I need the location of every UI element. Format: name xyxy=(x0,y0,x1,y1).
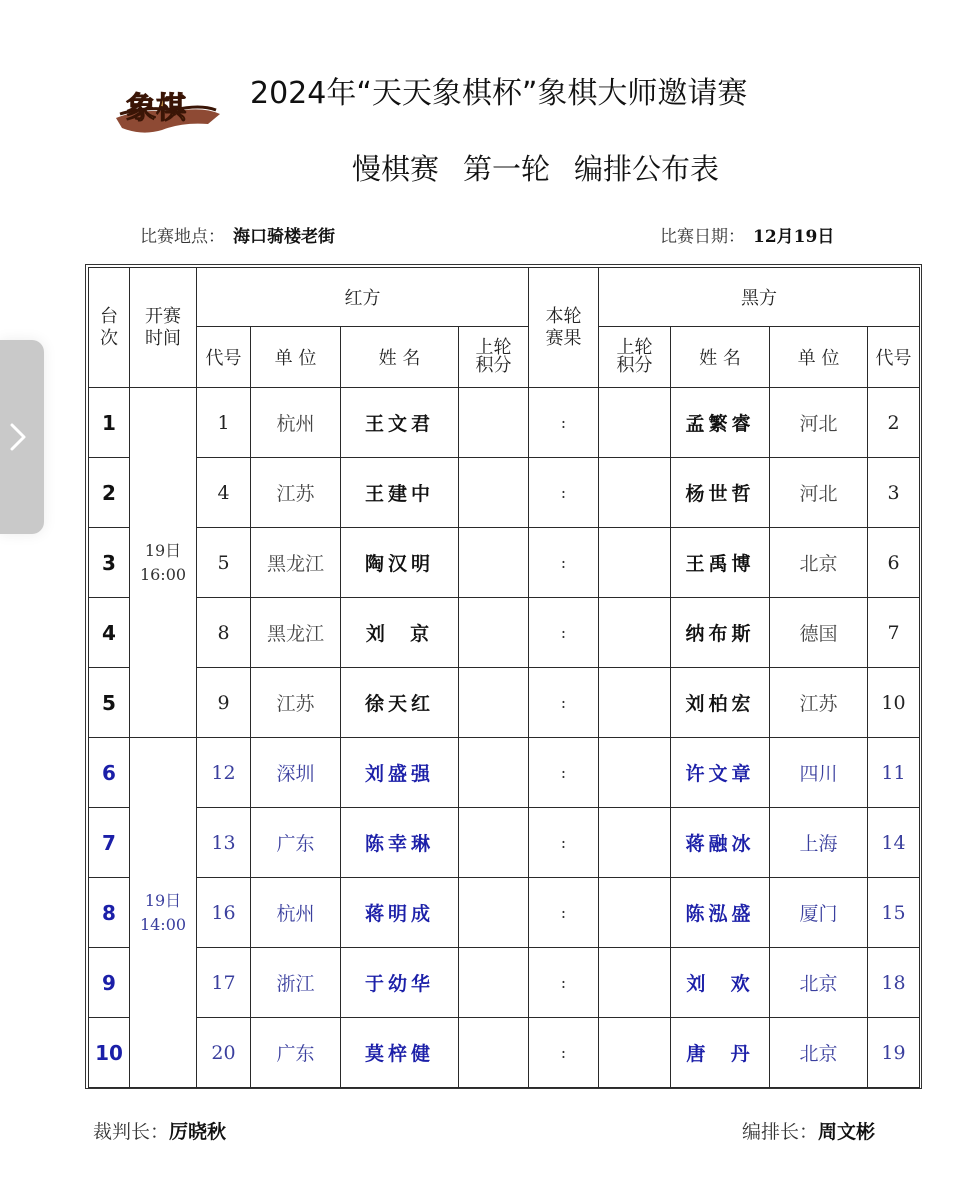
red-prev-score xyxy=(459,458,529,528)
header-black-prev-score: 上轮积分 xyxy=(599,327,671,388)
black-name: 刘 欢 xyxy=(671,948,770,1018)
black-prev-score xyxy=(599,738,671,808)
round-result: : xyxy=(529,458,599,528)
header-red-code: 代号 xyxy=(197,327,251,388)
red-prev-score xyxy=(459,948,529,1018)
page-subtitle xyxy=(352,148,832,190)
pairing-table xyxy=(88,267,920,1088)
subtitle-round: 第一轮 xyxy=(463,152,551,186)
black-name: 纳布斯 xyxy=(671,598,770,668)
logo-icon xyxy=(112,78,224,140)
black-unit: 江苏 xyxy=(770,668,868,738)
red-unit: 江苏 xyxy=(251,458,341,528)
black-prev-score xyxy=(599,528,671,598)
date-info xyxy=(660,224,834,250)
header-round-result: 本轮赛果 xyxy=(529,268,599,388)
black-code: 18 xyxy=(868,948,920,1018)
red-prev-score xyxy=(459,668,529,738)
board-number: 4 xyxy=(89,598,130,668)
black-code: 3 xyxy=(868,458,920,528)
header-board: 台次 xyxy=(89,268,130,388)
round-result: : xyxy=(529,738,599,808)
board-number: 3 xyxy=(89,528,130,598)
black-name: 陈泓盛 xyxy=(671,878,770,948)
table-row xyxy=(89,388,920,458)
red-name: 王文君 xyxy=(341,388,459,458)
red-prev-score xyxy=(459,388,529,458)
session-day: 19日 xyxy=(144,890,182,910)
red-name: 徐天红 xyxy=(341,668,459,738)
red-unit: 杭州 xyxy=(251,878,341,948)
round-result: : xyxy=(529,528,599,598)
date-label: 比赛日期： xyxy=(660,227,745,247)
red-code: 13 xyxy=(197,808,251,878)
header-red-name: 姓 名 xyxy=(341,327,459,388)
table-row xyxy=(89,598,920,668)
black-unit: 四川 xyxy=(770,738,868,808)
svg-text:象棋: 象棋 xyxy=(126,91,186,126)
table-row xyxy=(89,668,920,738)
venue-label: 比赛地点： xyxy=(140,227,225,247)
black-unit: 北京 xyxy=(770,528,868,598)
red-code: 17 xyxy=(197,948,251,1018)
red-prev-score xyxy=(459,1018,529,1088)
subtitle-doc-type: 编排公布表 xyxy=(574,152,720,186)
board-number: 1 xyxy=(89,388,130,458)
red-name: 陶汉明 xyxy=(341,528,459,598)
header-black-side: 黑方 xyxy=(599,268,920,327)
black-unit: 河北 xyxy=(770,388,868,458)
header-red-prev-score: 上轮积分 xyxy=(459,327,529,388)
table-row xyxy=(89,808,920,878)
table-row xyxy=(89,528,920,598)
red-name: 刘盛强 xyxy=(341,738,459,808)
header-start-time: 开赛时间 xyxy=(130,268,197,388)
black-unit: 北京 xyxy=(770,1018,868,1088)
board-number: 8 xyxy=(89,878,130,948)
venue-info xyxy=(140,224,335,250)
red-name: 陈幸琳 xyxy=(341,808,459,878)
black-name: 孟繁睿 xyxy=(671,388,770,458)
red-code: 5 xyxy=(197,528,251,598)
black-unit: 河北 xyxy=(770,458,868,528)
chief-referee-name: 厉晓秋 xyxy=(169,1121,227,1143)
red-unit: 广东 xyxy=(251,808,341,878)
round-result: : xyxy=(529,808,599,878)
black-unit: 上海 xyxy=(770,808,868,878)
red-code: 20 xyxy=(197,1018,251,1088)
black-name: 刘柏宏 xyxy=(671,668,770,738)
header-black-unit: 单 位 xyxy=(770,327,868,388)
table-row xyxy=(89,738,920,808)
table-row xyxy=(89,458,920,528)
session-time: 16:00 xyxy=(139,564,187,584)
red-code: 12 xyxy=(197,738,251,808)
black-code: 7 xyxy=(868,598,920,668)
red-unit: 深圳 xyxy=(251,738,341,808)
red-prev-score xyxy=(459,738,529,808)
red-unit: 浙江 xyxy=(251,948,341,1018)
black-name: 蒋融冰 xyxy=(671,808,770,878)
table-row xyxy=(89,878,920,948)
board-number: 2 xyxy=(89,458,130,528)
table-row xyxy=(89,948,920,1018)
side-expand-tab[interactable] xyxy=(0,340,44,534)
red-unit: 江苏 xyxy=(251,668,341,738)
black-prev-score xyxy=(599,1018,671,1088)
round-result: : xyxy=(529,668,599,738)
red-code: 9 xyxy=(197,668,251,738)
header-red-unit: 单 位 xyxy=(251,327,341,388)
board-number: 10 xyxy=(89,1018,130,1088)
chief-arbiter-label: 编排长： xyxy=(742,1121,819,1143)
black-code: 2 xyxy=(868,388,920,458)
red-prev-score xyxy=(459,528,529,598)
black-name: 唐 丹 xyxy=(671,1018,770,1088)
black-unit: 厦门 xyxy=(770,878,868,948)
red-unit: 黑龙江 xyxy=(251,528,341,598)
black-code: 6 xyxy=(868,528,920,598)
chief-arbiter xyxy=(742,1118,875,1146)
red-prev-score xyxy=(459,598,529,668)
chevron-right-icon xyxy=(8,422,30,452)
chief-referee xyxy=(93,1118,226,1146)
board-number: 5 xyxy=(89,668,130,738)
black-prev-score xyxy=(599,878,671,948)
red-code: 8 xyxy=(197,598,251,668)
red-name: 刘 京 xyxy=(341,598,459,668)
red-name: 蒋明成 xyxy=(341,878,459,948)
black-prev-score xyxy=(599,948,671,1018)
session-start-time xyxy=(130,388,197,738)
header-black-code: 代号 xyxy=(868,327,920,388)
board-number: 7 xyxy=(89,808,130,878)
red-name: 莫梓健 xyxy=(341,1018,459,1088)
red-unit: 广东 xyxy=(251,1018,341,1088)
black-name: 许文章 xyxy=(671,738,770,808)
venue-value: 海口骑楼老街 xyxy=(233,227,335,247)
black-code: 15 xyxy=(868,878,920,948)
red-code: 16 xyxy=(197,878,251,948)
black-code: 11 xyxy=(868,738,920,808)
black-prev-score xyxy=(599,668,671,738)
red-name: 于幼华 xyxy=(341,948,459,1018)
header-red-side: 红方 xyxy=(197,268,529,327)
black-code: 19 xyxy=(868,1018,920,1088)
date-value: 12月19日 xyxy=(753,227,835,247)
black-name: 王禹博 xyxy=(671,528,770,598)
black-prev-score xyxy=(599,458,671,528)
board-number: 9 xyxy=(89,948,130,1018)
table-row xyxy=(89,1018,920,1088)
black-prev-score xyxy=(599,598,671,668)
round-result: : xyxy=(529,388,599,458)
black-name: 杨世哲 xyxy=(671,458,770,528)
red-prev-score xyxy=(459,878,529,948)
round-result: : xyxy=(529,948,599,1018)
session-time: 14:00 xyxy=(139,914,187,934)
red-unit: 杭州 xyxy=(251,388,341,458)
red-unit: 黑龙江 xyxy=(251,598,341,668)
round-result: : xyxy=(529,878,599,948)
black-unit: 北京 xyxy=(770,948,868,1018)
subtitle-event-type: 慢棋赛 xyxy=(352,152,440,186)
round-result: : xyxy=(529,1018,599,1088)
page-title: 2024年“天天象棋杯”象棋大师邀请赛 xyxy=(250,76,748,111)
black-prev-score xyxy=(599,388,671,458)
black-code: 14 xyxy=(868,808,920,878)
red-code: 4 xyxy=(197,458,251,528)
black-unit: 德国 xyxy=(770,598,868,668)
header-black-name: 姓 名 xyxy=(671,327,770,388)
red-prev-score xyxy=(459,808,529,878)
black-prev-score xyxy=(599,808,671,878)
xiangqi-logo xyxy=(112,78,224,140)
chief-arbiter-name: 周文彬 xyxy=(818,1121,876,1143)
round-result: : xyxy=(529,598,599,668)
red-name: 王建中 xyxy=(341,458,459,528)
chief-referee-label: 裁判长： xyxy=(93,1121,170,1143)
session-day: 19日 xyxy=(144,540,182,560)
red-code: 1 xyxy=(197,388,251,458)
session-start-time xyxy=(130,738,197,1088)
black-code: 10 xyxy=(868,668,920,738)
board-number: 6 xyxy=(89,738,130,808)
